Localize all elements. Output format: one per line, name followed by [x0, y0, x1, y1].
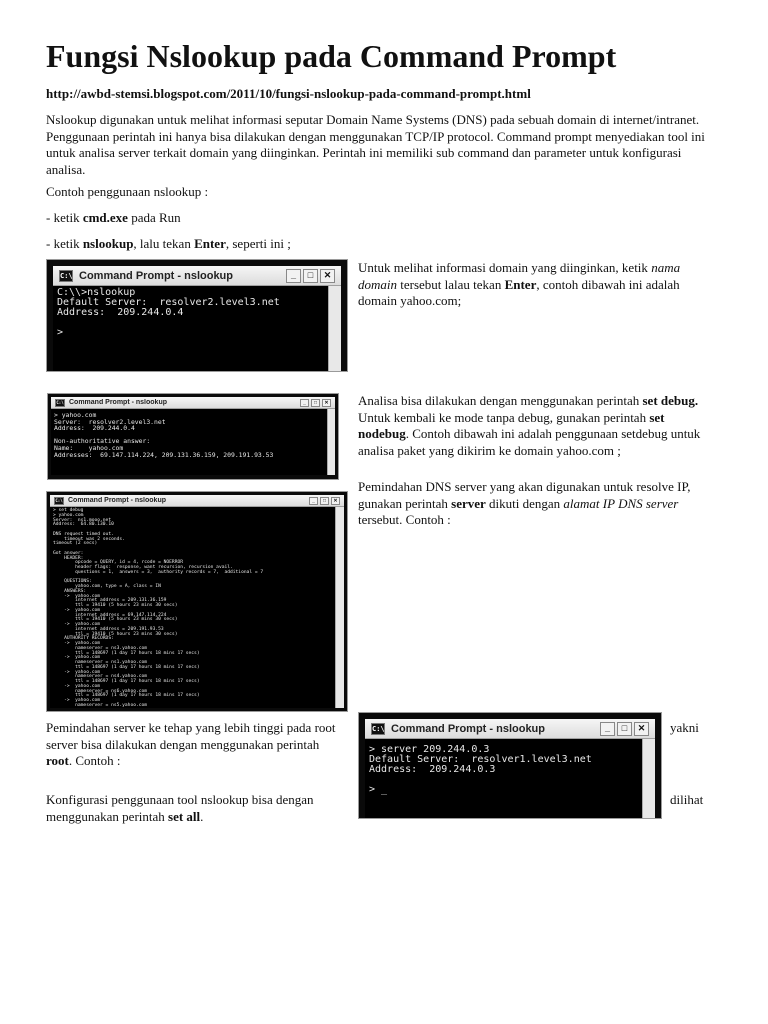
- console-output: > set debug > yahoo.com Server: ns1.mooo.net Address: 64.80.130.10 DNS request timed out. timeout was 2 seconds. timeout (2 secs) Got answer: HEADER: opcode = QUERY, id = 4, rcode = NOERROR header flags: response, want recursion, recursion avail. questions = 1, answers = 3, authority records = 7, additional = 7 QUESTIONS: yahoo.com, type = A, class = IN ANSWERS: -> yahoo.com internet address = 209.131.36.159 ttl = 19410 (5 hours 23 mins 30 secs) -> yahoo.com internet address = 69.147.114.224 ttl = 19410 (5 hours 23 mins 30 secs) -> yahoo.com internet address = 209.191.93.53 ttl = 19410 (5 hours 23 mins 30 secs) AUTHORITY RECORDS: -> yahoo.com nameserver = ns3.yahoo.com ttl = 148697 (1 day 17 hours 18 mins 17 secs) -> yahoo.com nameserver = ns1.yahoo.com ttl = 148697 (1 day 17 hours 18 mins 17 secs) -> yahoo.com nameserver = ns4.yahoo.com ttl = 148697 (1 day 17 hours 18 mins 17 secs) -> yahoo.com nameserver = ns6.yahoo.com ttl = 148697 (1 day 17 hours 18 mins 17 secs) -> yahoo.com nameserver = ns5.yahoo.com: [53, 508, 264, 708]
- maximize-button[interactable]: □: [311, 399, 320, 407]
- window-titlebar: [53, 266, 341, 286]
- window-title: Command Prompt - nslookup: [79, 269, 233, 282]
- step-cmd: - ketik cmd.exe pada Run: [46, 210, 181, 225]
- console-output: C:\\>nslookup Default Server: resolver2.level3.net Address: 209.244.0.4 >: [57, 287, 280, 338]
- close-button[interactable]: ✕: [322, 399, 331, 407]
- minimize-button[interactable]: _: [286, 269, 301, 283]
- paragraph-set-debug: Analisa bisa dilakukan dengan menggunakan perintah set debug. Untuk kembali ke mode tanpa debug, gunakan perintah set nodebug. Contoh dibawah ini adalah penggunaan setdebug untuk analisa paket yang dikirim ke domain yahoo.com ;: [358, 393, 701, 458]
- close-button[interactable]: ✕: [320, 269, 335, 283]
- paragraph-set-all: Konfigurasi penggunaan tool nslookup bisa dengan menggunakan perintah set all.: [46, 792, 314, 824]
- console-output: > server 209.244.0.3 Default Server: resolver1.level3.net Address: 209.244.0.3 > _: [369, 744, 592, 795]
- cmd-icon: C:\: [55, 497, 63, 503]
- step-nslookup: - ketik nslookup, lalu tekan Enter, seperti ini ;: [46, 236, 291, 251]
- console-window-yahoo-lookup: [47, 393, 339, 480]
- paragraph-domain-info: Untuk melihat informasi domain yang diinginkan, ketik nama domain tersebut lalau tekan Enter, contoh dibawah ini adalah domain yahoo.com;: [358, 260, 681, 308]
- maximize-button[interactable]: □: [320, 497, 329, 505]
- close-button[interactable]: ✕: [331, 497, 340, 505]
- scrollbar[interactable]: [328, 286, 341, 371]
- minimize-button[interactable]: _: [309, 497, 318, 505]
- intro-paragraph: Nslookup digunakan untuk melihat informasi seputar Domain Name Systems (DNS) pada sebuah domain di internet/intranet. Penggunaan perintah ini hanya bisa dilakukan dengan menggunakan TCP/IP protocol. Command prompt menyediakan tool ini untuk analisa server terkait domain yang diinginkan. Perintah ini memiliki sub command dan parameter untuk konfigurasi analisa.: [46, 112, 705, 177]
- paragraph-root-tail: yakni: [670, 720, 699, 735]
- cmd-icon: C:\: [56, 399, 64, 405]
- cmd-icon: C:\: [60, 271, 73, 280]
- paragraph-root-server: Pemindahan server ke tehap yang lebih tinggi pada root server bisa dilakukan dengan menggunakan perintah root. Contoh :: [46, 720, 336, 768]
- console-output: > yahoo.com Server: resolver2.level3.net Address: 209.244.0.4 Non-authoritative answer: Name: yahoo.com Addresses: 69.147.114.224, 209.131.36.159, 209.191.93.53: [54, 411, 274, 459]
- close-button[interactable]: ✕: [634, 722, 649, 736]
- source-url[interactable]: http://awbd-stemsi.blogspot.com/2011/10/fungsi-nslookup-pada-command-prompt.html: [46, 86, 531, 101]
- window-titlebar: [51, 397, 335, 409]
- console-window-debug-output: [46, 491, 348, 712]
- window-titlebar: [365, 719, 655, 739]
- paragraph-server-change: Pemindahan DNS server yang akan digunakan untuk resolve IP, gunakan perintah server dikuti dengan alamat IP DNS server tersebut. Contoh :: [358, 479, 691, 527]
- window-title: Command Prompt - nslookup: [68, 497, 166, 504]
- window-title: Command Prompt - nslookup: [391, 722, 545, 735]
- maximize-button[interactable]: □: [617, 722, 632, 736]
- scrollbar[interactable]: [335, 507, 344, 708]
- cmd-icon: C:\: [372, 724, 385, 733]
- example-heading: Contoh penggunaan nslookup :: [46, 184, 209, 199]
- page-title: Fungsi Nslookup pada Command Prompt: [46, 38, 617, 74]
- paragraph-set-all-tail: dilihat: [670, 792, 704, 807]
- minimize-button[interactable]: _: [600, 722, 615, 736]
- console-window-server-command: [358, 712, 662, 819]
- window-titlebar: [50, 495, 344, 507]
- minimize-button[interactable]: _: [300, 399, 309, 407]
- maximize-button[interactable]: □: [303, 269, 318, 283]
- console-window-nslookup-start: [46, 259, 348, 372]
- scrollbar[interactable]: [327, 409, 335, 475]
- scrollbar[interactable]: [642, 739, 655, 818]
- window-title: Command Prompt - nslookup: [69, 399, 167, 406]
